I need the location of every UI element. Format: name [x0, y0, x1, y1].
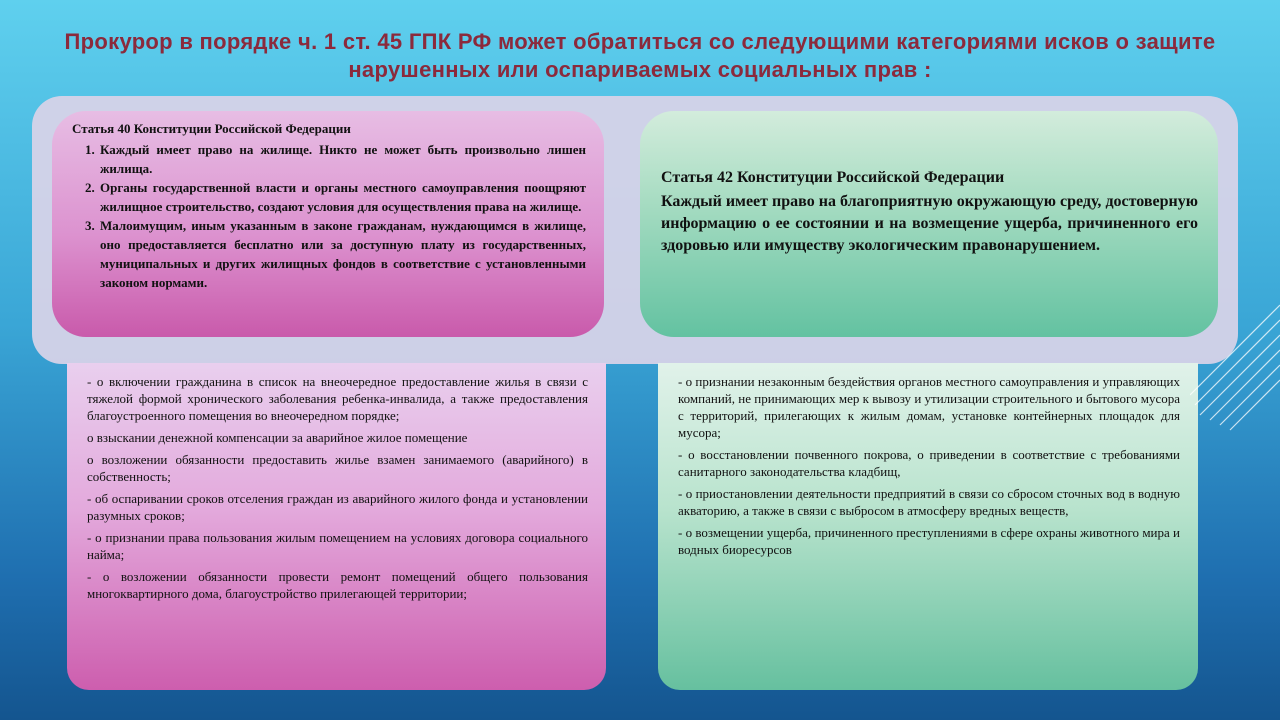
article-40-item: 1. Каждый имеет право на жилище. Никто не может быть произвольно лишен жилища.: [98, 140, 586, 178]
environment-claim-item: - о возмещении ущерба, причиненного преступлениями в сфере охраны животного мира и водных биоресурсов: [678, 525, 1180, 557]
housing-claim-item: - о возложении обязанности провести ремонт помещений общего пользования многоквартирного дома, благоустройство прилегающей территории;: [87, 569, 588, 601]
environment-claim-item: - о признании незаконным бездействия органов местного самоуправления и управляющих компаний, не принимающих мер к вывозу и утилизации строительного и бытового мусора с территорий, прилегающих к жилым домам, установке контейнерных площадок для мусора;: [678, 374, 1180, 440]
housing-claim-item: о возложении обязанности предоставить жилье взамен занимаемого (аварийного) в собственность;: [87, 452, 588, 484]
environment-claim-item: - о восстановлении почвенного покрова, о приведении в соответствие с требованиями санитарного законодательства кладбищ,: [678, 447, 1180, 479]
housing-claim-item: - о признании права пользования жилым помещением на условиях договора социального найма;: [87, 530, 588, 562]
article-42-box: [640, 111, 1218, 337]
article-42-text: Каждый имеет право на благоприятную окружающую среду, достоверную информацию о ее состоянии и на возмещение ущерба, причиненного его здоровью или имуществу экологическим правонарушением.: [661, 193, 1198, 254]
article-40-item: 3. Малоимущим, иным указанным в законе гражданам, нуждающимся в жилище, оно предоставляется бесплатно или за доступную плату из государственных, муниципальных и других жилищных фондов в соответствие с установленными законом нормами.: [98, 216, 586, 292]
housing-claim-item: - о включении гражданина в список на внеочередное предоставление жилья в связи с тяжелой формой хронического заболевания ребенка-инвалида, а также предоставления благоустроенного помещения во внеочередном порядке;: [87, 374, 588, 423]
article-40-item: 2. Органы государственной власти и органы местного самоуправления поощряют жилищное строительство, создают условия для осуществления права на жилище.: [98, 178, 586, 216]
article-42-heading: Статья 42 Конституции Российской Федерации: [661, 169, 1005, 186]
environment-claims-box: [658, 363, 1198, 690]
housing-claims-box: [67, 363, 606, 690]
housing-claim-item: о взыскании денежной компенсации за аварийное жилое помещение: [87, 430, 468, 445]
decorative-lines-icon: [1190, 300, 1280, 440]
article-40-box: [52, 111, 604, 337]
article-40-list: [72, 140, 586, 292]
housing-claim-item: - об оспаривании сроков отселения граждан из аварийного жилого фонда и установлении разумных сроков;: [87, 491, 588, 523]
article-40-heading: Статья 40 Конституции Российской Федерации: [72, 121, 351, 136]
environment-claim-item: - о приостановлении деятельности предприятий в связи со сбросом сточных вод в водную акваторию, а также в связи с выбросом в атмосферу вредных веществ,: [678, 486, 1180, 518]
slide-title: Прокурор в порядке ч. 1 ст. 45 ГПК РФ может обратиться со следующими категориями исков о защите нарушенных или оспариваемых социальных прав :: [64, 29, 1216, 82]
